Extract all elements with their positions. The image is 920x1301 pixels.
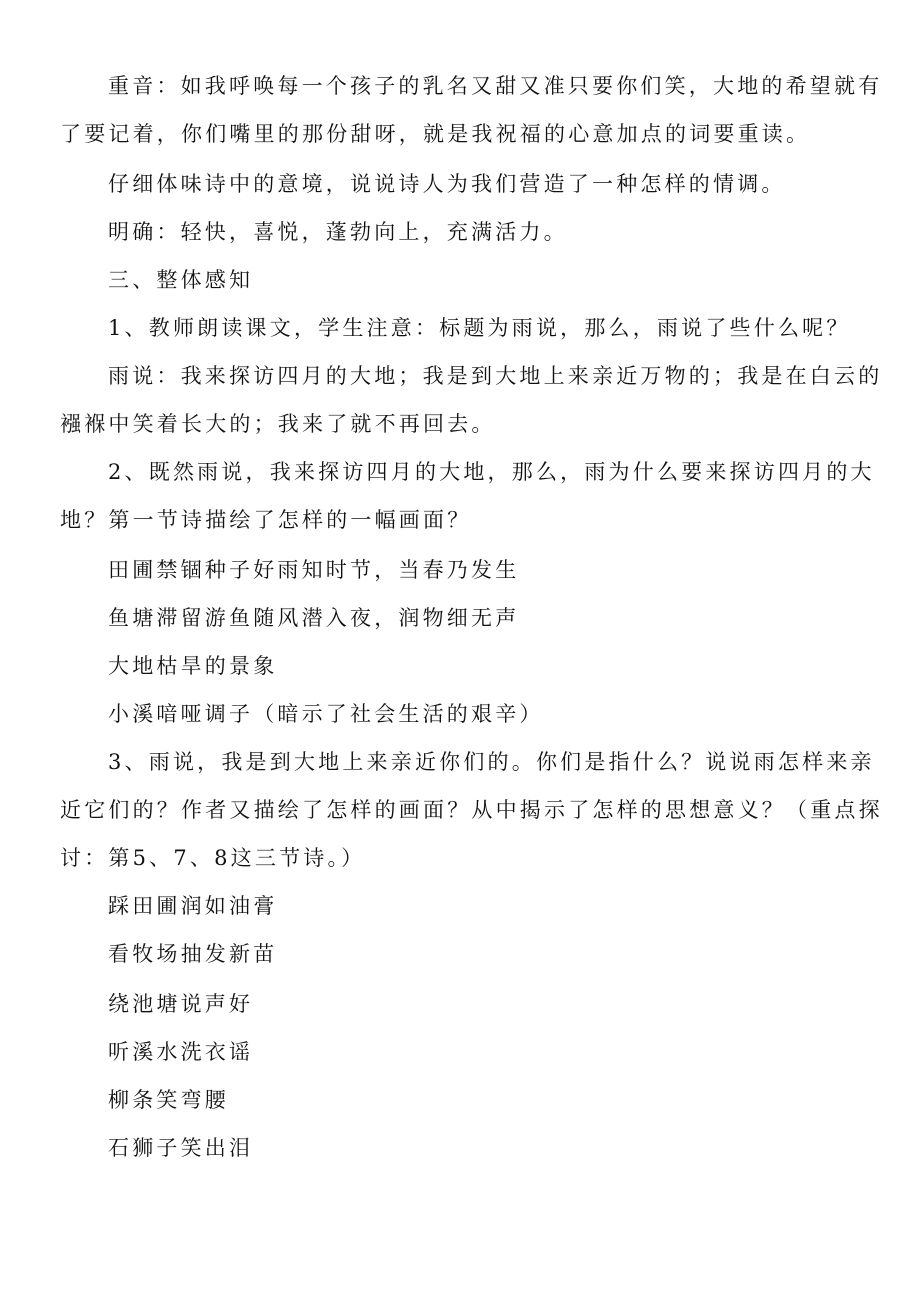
paragraph-line: 仔细体味诗中的意境，说说诗人为我们营造了一种怎样的情调。 xyxy=(108,172,786,196)
list-item: 鱼塘滞留游鱼随风潜入夜，润物细无声 xyxy=(108,606,520,630)
list-item: 石狮子笑出泪 xyxy=(108,1136,254,1160)
paragraph-line: 近它们的？作者又描绘了怎样的画面？从中揭示了怎样的思想意义？（重点探 xyxy=(60,798,883,822)
paragraph-line: 重音：如我呼唤每一个孩子的乳名又甜又准只要你们笑，大地的希望就有 xyxy=(108,74,883,98)
paragraph-line: 明确：轻快，喜悦，蓬勃向上，充满活力。 xyxy=(108,220,568,244)
paragraph-line: 地？第一节诗描绘了怎样的一幅画面？ xyxy=(60,508,472,532)
paragraph-line: 3、雨说，我是到大地上来亲近你们的。你们是指什么？说说雨怎样来亲 xyxy=(108,750,875,774)
list-item: 大地枯旱的景象 xyxy=(108,654,278,678)
paragraph-line: 襁褓中笑着长大的；我来了就不再回去。 xyxy=(60,412,496,436)
paragraph-line: 了要记着，你们嘴里的那份甜呀，就是我祝福的心意加点的词要重读。 xyxy=(60,122,811,146)
paragraph-line: 讨：第5、7、8这三节诗。） xyxy=(60,846,366,870)
section-heading: 三、整体感知 xyxy=(108,268,254,292)
paragraph-line: 2、既然雨说，我来探访四月的大地，那么，雨为什么要来探访四月的大 xyxy=(108,460,875,484)
list-item: 踩田圃润如油膏 xyxy=(108,894,278,918)
list-item: 小溪喑哑调子（暗示了社会生活的艰辛） xyxy=(108,702,544,726)
list-item: 田圃禁锢种子好雨知时节，当春乃发生 xyxy=(108,558,520,582)
list-item: 绕池塘说声好 xyxy=(108,992,254,1016)
list-item: 听溪水洗衣谣 xyxy=(108,1040,254,1064)
list-item: 看牧场抽发新苗 xyxy=(108,942,278,966)
list-item: 柳条笑弯腰 xyxy=(108,1088,229,1112)
paragraph-line: 1、教师朗读课文，学生注意：标题为雨说，那么，雨说了些什么呢？ xyxy=(108,316,851,340)
paragraph-line: 雨说：我来探访四月的大地；我是到大地上来亲近万物的；我是在白云的 xyxy=(108,364,883,388)
